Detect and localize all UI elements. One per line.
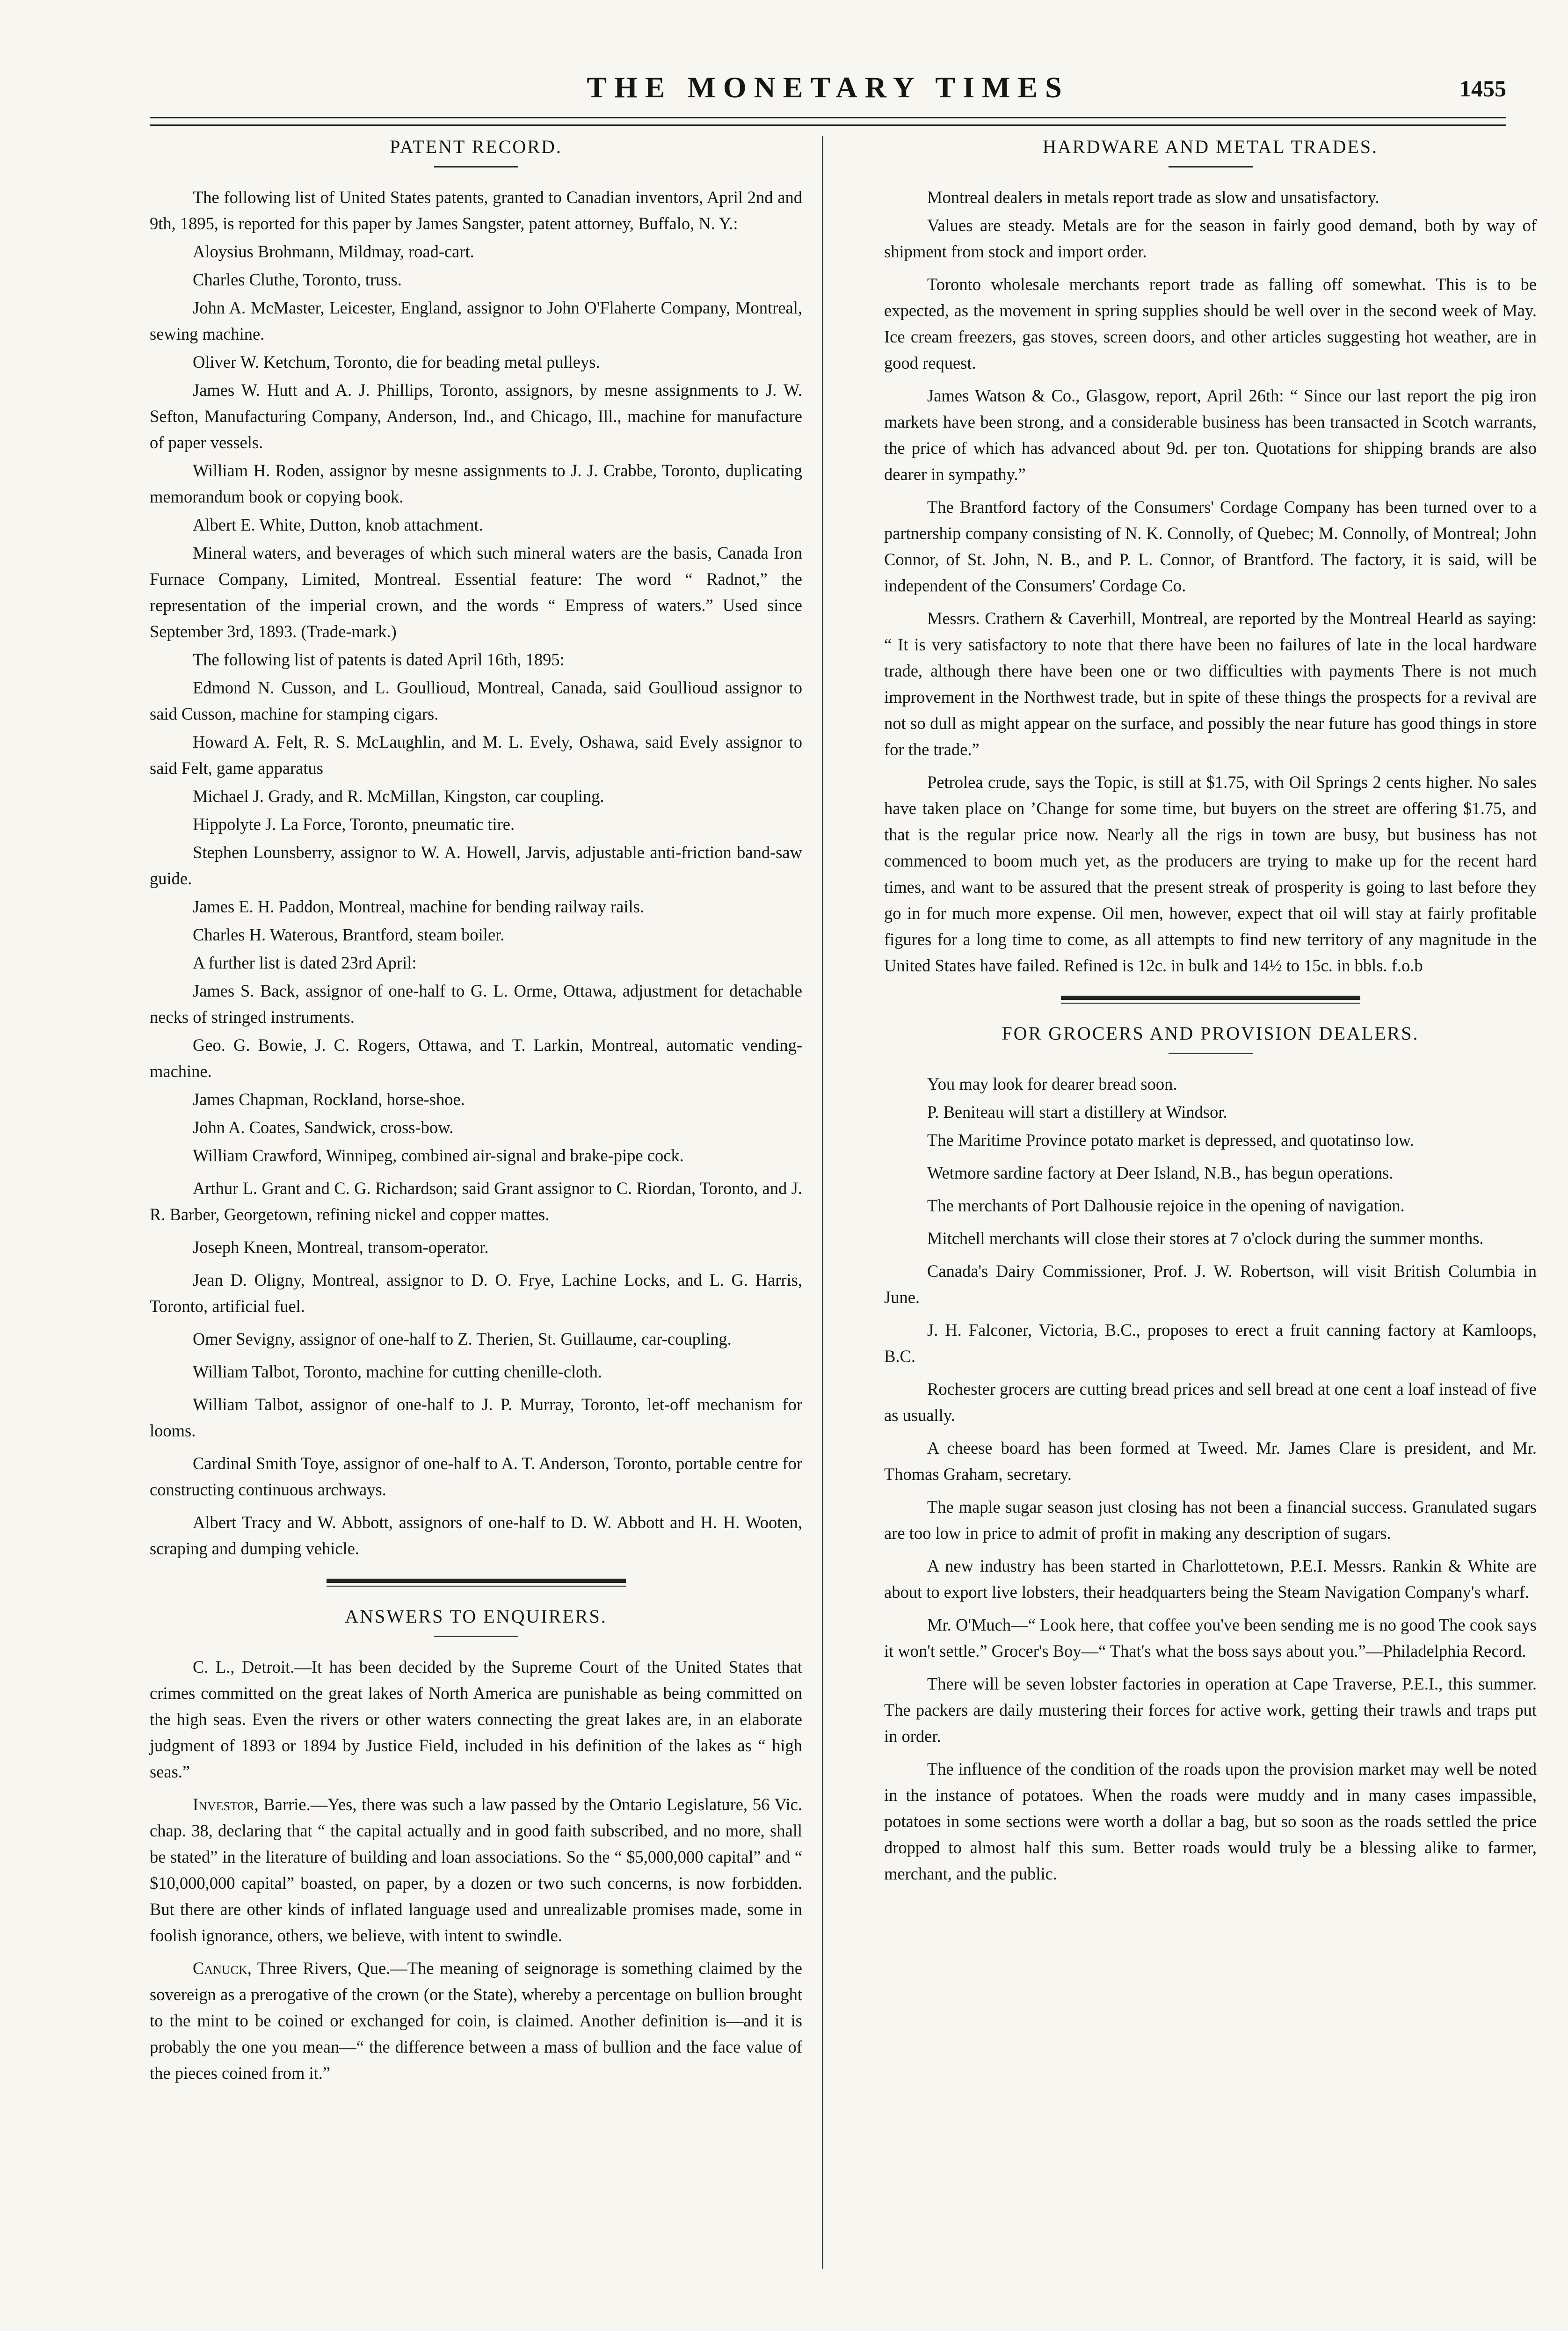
answer-text: Three Rivers, Que.—The meaning of seignorage is something claimed by the sovereign as a prerogative of the crown (or the State), whereby a percentage on bullion brought to the mint to be coined or exchanged for coin, is claimed. Another definition is—and it is probably the one you mean—“ the difference between a mass of bullion and the face value of the pieces coined from it.” (150, 1959, 802, 2083)
patent-entry: John A. McMaster, Leicester, England, assignor to John O'Flaherte Company, Montreal, sewing machine. (150, 298, 802, 343)
patent-entry: Charles Cluthe, Toronto, truss. (193, 270, 402, 289)
hardware-paragraph: James Watson & Co., Glasgow, report, April 26th: “ Since our last report the pig iron markets have been strong, and a considerable business has been transacted in Scotch warrants, the price of which has advanced about 9d. per ton. Quotations for shipping brands are also dearer in sympathy.” (884, 386, 1537, 484)
patent-entry: Arthur L. Grant and C. G. Richardson; said Grant assignor to C. Riordan, Toronto, and J. R. Barber, Georgetown, refining nickel and copper mattes. (150, 1179, 802, 1224)
patent-entry: Stephen Lounsberry, assignor to W. A. Howell, Jarvis, adjustable anti-friction band-saw guide. (150, 843, 802, 888)
patent-entry: Albert E. White, Dutton, knob attachment. (193, 515, 483, 534)
grocers-paragraph: A new industry has been started in Charlottetown, P.E.I. Messrs. Rankin & White are about to export live lobsters, their headquarters being the Steam Navigation Company's wharf. (884, 1556, 1537, 1602)
hardware-paragraph: Toronto wholesale merchants report trade as falling off somewhat. This is to be expected, as the movement in spring supplies should be well over in the second week of May. Ice cream freezers, gas stoves, screen doors, and other articles suggesting hot weather, are in good request. (884, 275, 1537, 372)
grocers-paragraph: Mr. O'Much—“ Look here, that coffee you've been sending me is no good The cook says it won't settle.” Grocer's Boy—“ That's what the boss says about you.”—Philadelphia Record. (884, 1615, 1537, 1661)
patent-entry: William Crawford, Winnipeg, combined air-signal and brake-pipe cock. (193, 1146, 684, 1165)
section-separator (1061, 996, 1360, 1004)
hardware-paragraph: Values are steady. Metals are for the season in fairly good demand, both by way of shipment from stock and import order. (884, 216, 1537, 261)
grocers-paragraph: Canada's Dairy Commissioner, Prof. J. W. Robertson, will visit British Columbia in June. (884, 1261, 1537, 1307)
patent-entry: Michael J. Grady, and R. McMillan, Kingston, car coupling. (193, 787, 604, 806)
page-number: 1455 (1459, 75, 1506, 102)
masthead-rule-bottom (150, 124, 1506, 126)
section-rule (1169, 166, 1253, 168)
answer-paragraph (150, 1955, 802, 2086)
grocers-paragraph: P. Beniteau will start a distillery at Windsor. (927, 1102, 1227, 1122)
patent-record-title: PATENT RECORD. (390, 136, 562, 157)
hardware-paragraph: Montreal dealers in metals report trade as slow and unsatisfactory. (927, 188, 1379, 207)
hardware-title: HARDWARE AND METAL TRADES. (1042, 136, 1379, 157)
grocers-paragraph: A cheese board has been formed at Tweed. Mr. James Clare is president, and Mr. Thomas Graham, secretary. (884, 1438, 1537, 1484)
section-rule (434, 166, 518, 168)
answer-paragraph (150, 1654, 802, 1785)
patent-entry: John A. Coates, Sandwick, cross-bow. (193, 1118, 454, 1137)
answer-lead: Canuck, (193, 1959, 252, 1978)
patent-entry: Aloysius Brohmann, Mildmay, road-cart. (193, 242, 474, 261)
patent-entry: Albert Tracy and W. Abbott, assignors of one-half to D. W. Abbott and H. H. Wooten, scraping and dumping vehicle. (150, 1513, 802, 1558)
patent-entry: James Chapman, Rockland, horse-shoe. (193, 1090, 465, 1109)
patent-entry: Oliver W. Ketchum, Toronto, die for beading metal pulleys. (193, 352, 600, 372)
grocers-paragraph: The merchants of Port Dalhousie rejoice in the opening of navigation. (927, 1196, 1405, 1215)
grocers-paragraph: The influence of the condition of the roads upon the provision market may well be noted in the instance of potatoes. When the roads were muddy and in many cases impassible, potatoes in some sections were worth a dollar a bag, but so soon as the roads settled the price dropped to almost half this sum. Better roads would truly be a blessing alike to farmer, merchant, and the public. (884, 1759, 1537, 1883)
grocers-paragraph: Rochester grocers are cutting bread prices and sell bread at one cent a loaf instead of five as usually. (884, 1379, 1537, 1425)
section-separator (327, 1579, 626, 1587)
patent-entry: Howard A. Felt, R. S. McLaughlin, and M. L. Evely, Oshawa, said Evely assignor to said Felt, game apparatus (150, 732, 802, 778)
patent-paragraph: A further list is dated 23rd April: (193, 953, 417, 972)
section-rule (434, 1636, 518, 1637)
hardware-paragraph: Petrolea crude, says the Topic, is still at $1.75, with Oil Springs 2 cents higher. No sales have taken place on ’Change for some time, but buyers on the street are offering $1.75, and that is the regular price now. Nearly all the rigs in town are busy, but business has not commenced to boom much yet, as the producers are trying to make up for the recent hard times, and want to be assured that the present streak of prosperity is going to last before they go in for much more expense. Oil men, however, expect that oil will stay at fairly profitable figures for a long time to come, as all attempts to find new territory of any magnitude in the United States have failed. Refined is 12c. in bulk and 14½ to 15c. in bbls. f.o.b (884, 772, 1537, 975)
grocers-paragraph: Mitchell merchants will close their stores at 7 o'clock during the summer months. (927, 1229, 1484, 1248)
patent-paragraph: The following list of patents is dated April 16th, 1895: (193, 650, 565, 669)
answer-lead: Investor, (193, 1795, 259, 1814)
hardware-paragraph: The Brantford factory of the Consumers' Cordage Company has been turned over to a partnership company consisting of N. K. Connolly, of Quebec; M. Connolly, of Montreal; John Connor, of St. John, N. B., and P. L. Connor, of Brantford. The factory, it is said, will be independent of the Consumers' Cordage Co. (884, 497, 1537, 595)
answer-text: Barrie.—Yes, there was such a law passed by the Ontario Legislature, 56 Vic. chap. 38, declaring that “ the capital actually and in good faith subscribed, and no more, shall be stated” in the literature of building and loan associations. So the “ $5,000,000 capital” and “ $10,000,000 capital” boasted, on paper, by a dozen or two such concerns, is now forbidden. But there are other kinds of inflated language used and unrealizable promises made, some in foolish ignorance, others, we believe, with intent to swindle. (150, 1795, 802, 1945)
patent-entry: James E. H. Paddon, Montreal, machine for bending railway rails. (193, 897, 644, 916)
answers-title: ANSWERS TO ENQUIRERS. (345, 1606, 607, 1627)
patent-entry: William Talbot, Toronto, machine for cutting chenille-cloth. (193, 1362, 602, 1381)
patent-entry: William Talbot, assignor of one-half to J. P. Murray, Toronto, let-off mechanism for looms. (150, 1395, 802, 1440)
patent-entry: William H. Roden, assignor by mesne assignments to J. J. Crabbe, Toronto, duplicating memorandum book or copying book. (150, 461, 802, 506)
patent-entry: James S. Back, assignor of one-half to G. L. Orme, Ottawa, adjustment for detachable necks of stringed instruments. (150, 981, 802, 1027)
masthead-title: THE MONETARY TIMES (587, 71, 1069, 104)
patent-entry: Geo. G. Bowie, J. C. Rogers, Ottawa, and T. Larkin, Montreal, automatic vending-machine. (150, 1035, 802, 1081)
right-column (884, 136, 1537, 1894)
patent-entry: Charles H. Waterous, Brantford, steam boiler. (193, 925, 505, 944)
hardware-body (884, 184, 1537, 979)
patent-entry: Mineral waters, and beverages of which such mineral waters are the basis, Canada Iron Furnace Company, Limited, Montreal. Essential feature: The word “ Radnot,” the representation of the imperial crown, and the words “ Empress of waters.” Used since September 3rd, 1893. (Trade-mark.) (150, 543, 802, 641)
masthead-rule-top (150, 117, 1506, 118)
grocers-paragraph: You may look for dearer bread soon. (927, 1074, 1177, 1093)
patent-entry: Joseph Kneen, Montreal, transom-operator. (193, 1238, 489, 1257)
grocers-title: FOR GROCERS AND PROVISION DEALERS. (1002, 1023, 1419, 1044)
patent-paragraph: The following list of United States patents, granted to Canadian inventors, April 2nd and 9th, 1895, is reported for this paper by James Sangster, patent attorney, Buffalo, N. Y.: (150, 188, 802, 233)
grocers-paragraph: The Maritime Province potato market is depressed, and quotatinso low. (927, 1130, 1414, 1150)
left-column (150, 136, 802, 2093)
section-rule (1169, 1053, 1253, 1054)
patent-entry: Cardinal Smith Toye, assignor of one-half to A. T. Anderson, Toronto, portable centre for constructing continuous archways. (150, 1454, 802, 1499)
grocers-body (884, 1071, 1537, 1887)
patent-entry: Jean D. Oligny, Montreal, assignor to D. O. Frye, Lachine Locks, and L. G. Harris, Toronto, artificial fuel. (150, 1270, 802, 1316)
grocers-paragraph: The maple sugar season just closing has not been a financial success. Granulated sugars are too low in price to admit of profit in making any description of sugars. (884, 1497, 1537, 1543)
answer-text: C. L., Detroit.—It has been decided by the Supreme Court of the United States that crimes committed on the great lakes of North America are punishable as being committed on the high seas. Even the rivers or other waters connecting the great lakes are, in an elaborate judgment of 1893 or 1894 by Justice Field, included in his definition of the lakes as “ high seas.” (150, 1657, 802, 1781)
patent-entry: Omer Sevigny, assignor of one-half to Z. Therien, St. Guillaume, car-coupling. (193, 1329, 732, 1348)
patent-entry: Edmond N. Cusson, and L. Goullioud, Montreal, Canada, said Goullioud assignor to said Cusson, machine for stamping cigars. (150, 678, 802, 723)
answers-body (150, 1654, 802, 2086)
grocers-paragraph: There will be seven lobster factories in operation at Cape Traverse, P.E.I., this summer. The packers are daily mustering their forces for active work, getting their trawls and traps put in order. (884, 1674, 1537, 1746)
column-divider (822, 136, 823, 2269)
patent-record-body (150, 184, 802, 1562)
masthead (150, 70, 1506, 112)
patent-entry: Hippolyte J. La Force, Toronto, pneumatic tire. (193, 815, 515, 834)
grocers-paragraph: J. H. Falconer, Victoria, B.C., proposes to erect a fruit canning factory at Kamloops, B.C. (884, 1320, 1537, 1366)
answer-paragraph (150, 1792, 802, 1949)
hardware-paragraph: Messrs. Crathern & Caverhill, Montreal, are reported by the Montreal Hearld as saying: “ It is very satisfactory to note that there have been no failures of late in the local hardware trade, although there have been one or two difficulties with payments There is not much improvement in the Northwest trade, but in spite of these things the prospects for a revival are not so dull as might appear on the surface, and possibly the near future has good things in store for the trade.” (884, 609, 1537, 759)
patent-entry: James W. Hutt and A. J. Phillips, Toronto, assignors, by mesne assignments to J. W. Sefton, Manufacturing Company, Anderson, Ind., and Chicago, Ill., machine for manufacture of paper vessels. (150, 380, 802, 452)
grocers-paragraph: Wetmore sardine factory at Deer Island, N.B., has begun operations. (927, 1163, 1394, 1182)
